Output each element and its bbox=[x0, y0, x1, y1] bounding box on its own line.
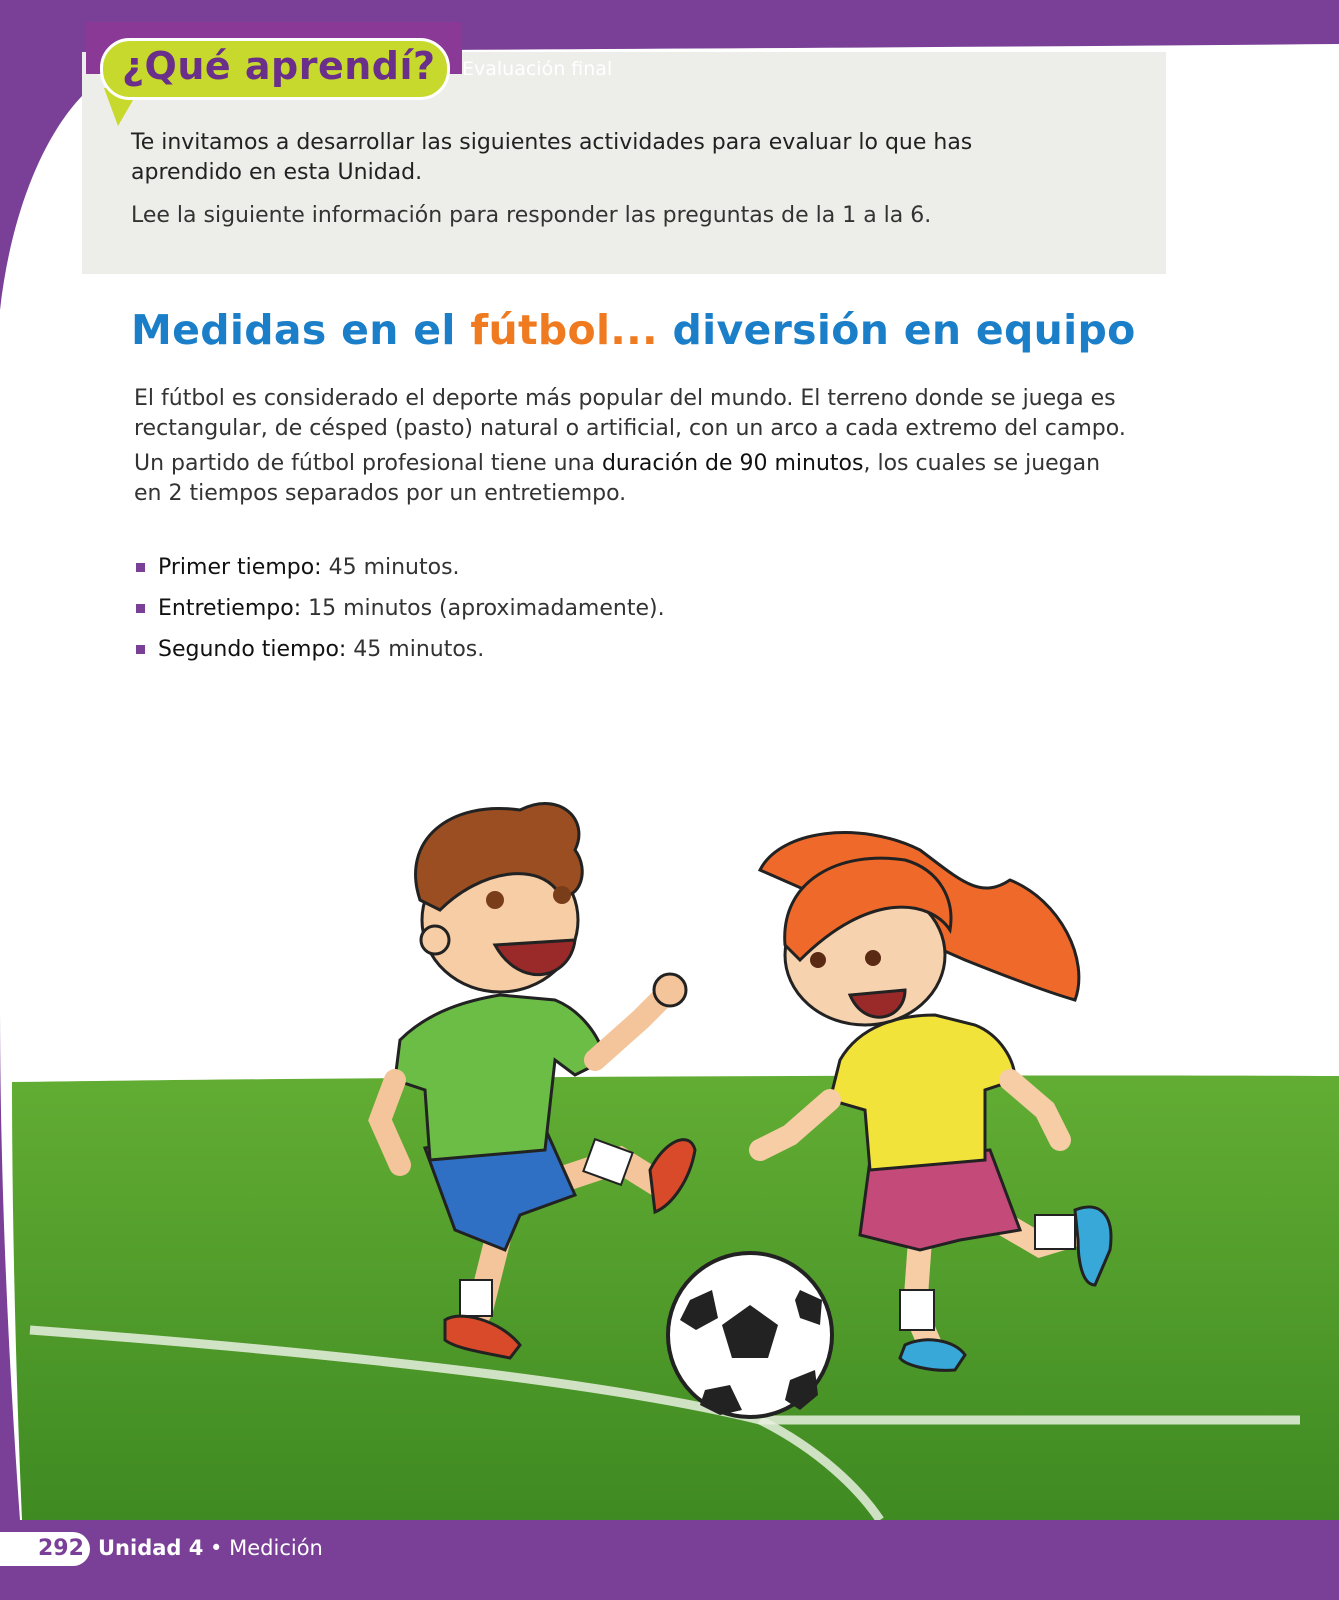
list-item bbox=[134, 594, 665, 635]
bullet-label: Primer tiempo: bbox=[158, 555, 322, 580]
paragraph-2-start: Un partido de fútbol profesional tiene una bbox=[134, 451, 602, 476]
bullet-square-icon bbox=[136, 563, 145, 572]
bullet-value: 45 minutos. bbox=[321, 555, 460, 580]
soccer-ball-icon bbox=[668, 1253, 832, 1417]
bullet-square-icon bbox=[136, 645, 145, 654]
intro-text: Te invitamos a desarrollar las siguientes actividades para evaluar lo que has aprendido en esta Unidad. bbox=[131, 130, 973, 185]
bullet-list bbox=[134, 553, 665, 676]
list-item bbox=[134, 635, 665, 676]
bullet-label: Entretiempo: bbox=[158, 596, 302, 621]
section-title: ¿Qué aprendí? bbox=[122, 44, 436, 88]
section-subtitle: Evaluación final bbox=[462, 58, 613, 80]
instruction-text: Lee la siguiente información para responder las preguntas de la 1 a la 6. bbox=[131, 203, 932, 228]
bullet-value: 15 minutos (aproximadamente). bbox=[301, 596, 665, 621]
article-title-accent: fútbol... bbox=[470, 306, 658, 354]
paragraph-2 bbox=[134, 449, 1134, 509]
article-title-part1: Medidas en el bbox=[131, 306, 471, 354]
footer-unit: Unidad 4 bbox=[98, 1536, 204, 1560]
footer-topic: Medición bbox=[229, 1536, 323, 1560]
article-title bbox=[131, 306, 1136, 354]
bullet-value: 45 minutos. bbox=[346, 637, 485, 662]
page-number: 292 bbox=[38, 1536, 84, 1561]
bullet-label: Segundo tiempo: bbox=[158, 637, 347, 662]
list-item bbox=[134, 553, 665, 594]
paragraph-2-end: , los cuales se juegan en 2 tiempos separados por un entretiempo. bbox=[134, 451, 1101, 506]
footer-separator: • bbox=[203, 1536, 230, 1560]
paragraph-2-bold: duración de 90 minutos bbox=[601, 451, 864, 476]
page-footer bbox=[0, 1520, 1339, 1600]
article-title-part2: diversión en equipo bbox=[657, 306, 1136, 354]
soccer-illustration bbox=[0, 780, 1339, 1520]
footer-unit-label bbox=[98, 1536, 323, 1560]
bullet-square-icon bbox=[136, 604, 145, 613]
paragraph-1: El fútbol es considerado el deporte más popular del mundo. El terreno donde se juega es rectangular, de césped (pasto) natural o artificial, con un arco a cada extremo del campo. bbox=[134, 386, 1126, 441]
